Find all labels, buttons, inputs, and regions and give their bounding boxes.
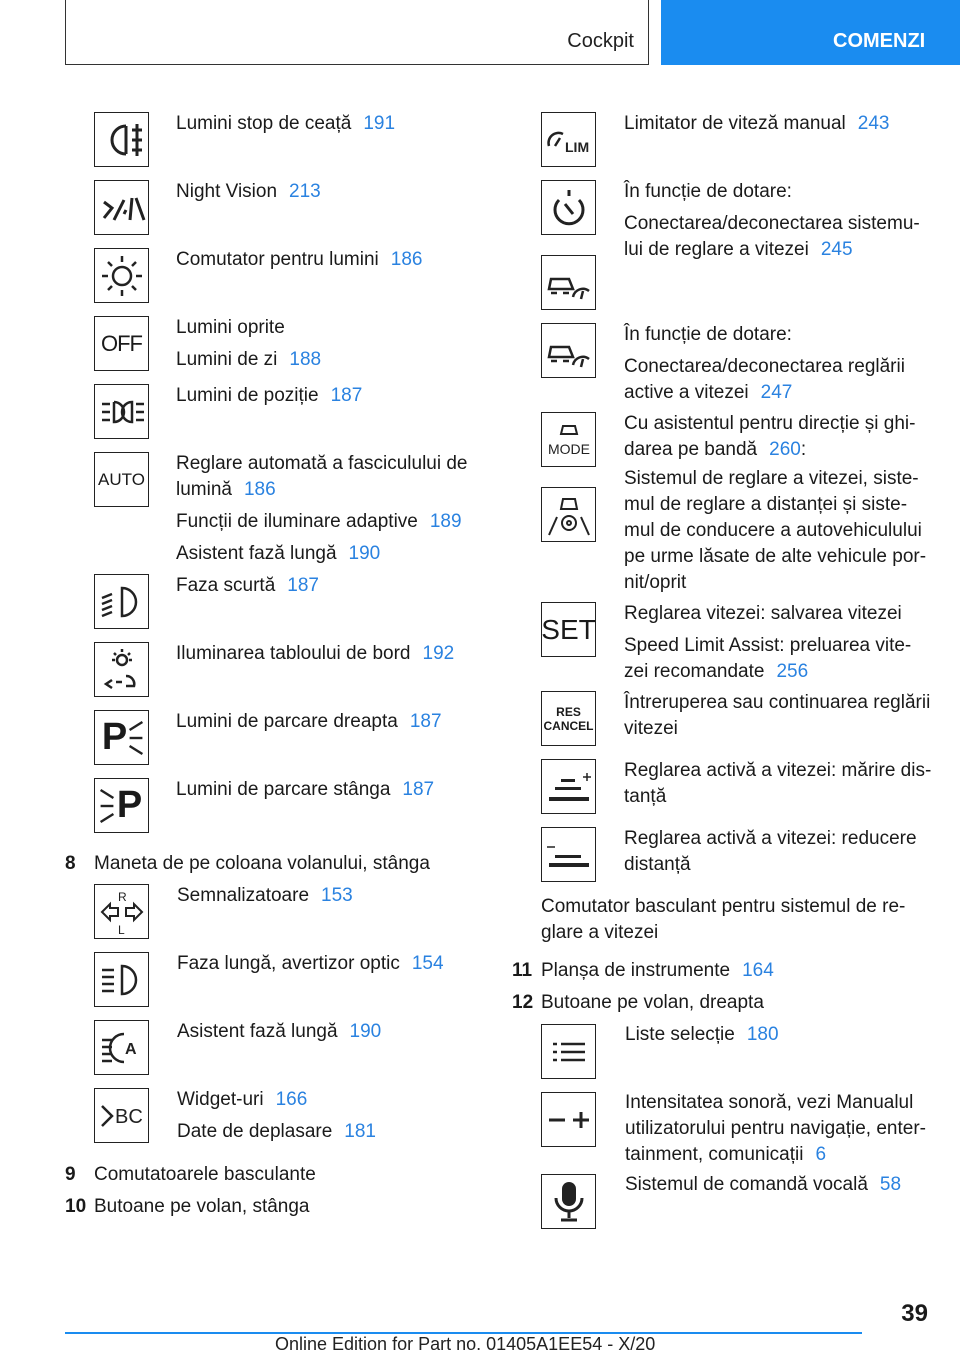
entry-active-cruise: În funcție de dotare: Conectarea/deconectarea reglării active a vitezei 247 bbox=[624, 324, 905, 403]
header-section-title: Cockpit bbox=[567, 30, 634, 52]
page-ref[interactable]: 187 bbox=[287, 575, 319, 596]
light-switch-icon bbox=[94, 248, 149, 303]
entry-set-speed: Reglarea vitezei: salvarea vitezei Speed Limit Assist: preluarea vite- zei recomandate 256 bbox=[624, 603, 912, 682]
entry-cruise-control: În funcție de dotare: Conectarea/deconectarea sistemu- lui de reglare a vitezei 245 bbox=[624, 181, 920, 260]
entry-light-switch: Comutator pentru lumini 186 bbox=[176, 249, 423, 270]
entry-parking-left: Lumini de parcare stânga 187 bbox=[176, 779, 435, 800]
entry-widgets: Widget-uri 166 Date de deplasare 181 bbox=[177, 1089, 376, 1142]
page-ref[interactable]: 153 bbox=[321, 885, 353, 906]
item-9-label: Comutatoarele basculante bbox=[94, 1164, 316, 1185]
header-section-box bbox=[65, 0, 649, 65]
page-ref[interactable]: 58 bbox=[879, 1174, 902, 1195]
svg-text:R: R bbox=[117, 889, 127, 904]
set-icon bbox=[541, 602, 596, 657]
page-ref[interactable]: 243 bbox=[857, 113, 890, 134]
page-ref[interactable]: 245 bbox=[820, 239, 853, 260]
distance-increase-icon bbox=[541, 759, 596, 814]
item-number-8: 8 bbox=[65, 853, 76, 874]
distance-decrease-icon bbox=[541, 827, 596, 882]
item-number-10: 10 bbox=[65, 1196, 87, 1217]
turn-signal-icon bbox=[94, 884, 149, 939]
entry-position-lights: Lumini de poziție 187 bbox=[176, 385, 363, 406]
page-ref[interactable]: 181 bbox=[344, 1121, 376, 1142]
res-label: RES bbox=[556, 704, 581, 719]
rear-fog-light-icon bbox=[94, 112, 149, 167]
entry-parking-right: Lumini de parcare dreapta 187 bbox=[176, 711, 442, 732]
parking-right-letter: P bbox=[101, 716, 128, 758]
lights-off-icon-label: OFF bbox=[101, 330, 142, 356]
entry-speed-limiter: Limitator de viteză manual 243 bbox=[624, 113, 890, 134]
entry-res-cancel: Întreruperea sau continuarea reglării vitezei bbox=[624, 692, 931, 739]
mode-icon bbox=[541, 412, 596, 467]
svg-text:LIM: LIM bbox=[564, 138, 589, 155]
entry-driving-systems: Sistemul de reglare a vitezei, siste- mul de reglare a distanței și siste- mul de conducere a autovehiculului pe urme lăsate de alte vehicule por- nit/oprit bbox=[624, 468, 927, 593]
entry-lights-off: Lumini oprite Lumini de zi 188 bbox=[176, 317, 322, 370]
page-ref[interactable]: 190 bbox=[348, 543, 381, 564]
item-12-label: Butoane pe volan, dreapta bbox=[541, 992, 764, 1013]
active-cruise-icon bbox=[541, 323, 596, 378]
page-ref[interactable]: 187 bbox=[409, 711, 442, 732]
set-icon-label: SET bbox=[541, 613, 596, 645]
auto-headlight-icon bbox=[94, 452, 149, 507]
entry-low-beam: Faza scurtă 187 bbox=[176, 575, 319, 596]
page-ref[interactable]: 191 bbox=[363, 113, 396, 134]
page-ref[interactable]: 190 bbox=[349, 1021, 382, 1042]
page-ref[interactable]: 213 bbox=[289, 181, 321, 202]
cruise-control-icon bbox=[541, 180, 596, 235]
high-beam-assist-icon bbox=[94, 1020, 149, 1075]
item-number-9: 9 bbox=[65, 1164, 76, 1185]
page-ref[interactable]: 180 bbox=[746, 1024, 779, 1045]
page-ref[interactable]: 256 bbox=[776, 661, 809, 682]
night-vision-icon bbox=[94, 180, 149, 235]
high-beam-icon bbox=[94, 952, 149, 1007]
svg-text:MODE: MODE bbox=[547, 440, 590, 457]
entry-rocker-switch: Comutator basculant pentru sistemul de re- glare a vitezei bbox=[541, 896, 906, 943]
parking-right-icon bbox=[94, 710, 149, 765]
parking-left-icon bbox=[94, 778, 149, 833]
auto-headlight-icon-label: AUTO bbox=[98, 469, 145, 489]
page-ref[interactable]: 154 bbox=[411, 953, 444, 974]
page-ref[interactable]: 166 bbox=[275, 1089, 308, 1110]
page-ref[interactable]: 192 bbox=[422, 643, 455, 664]
entry-volume: Intensitatea sonoră, vezi Manualul utilizatorului pentru navigație, enter- tainment, comunicații 6 bbox=[625, 1092, 927, 1165]
low-beam-icon bbox=[94, 574, 149, 629]
header-chapter-title: COMENZI bbox=[833, 30, 926, 52]
page-ref[interactable]: 187 bbox=[402, 779, 435, 800]
item-10-label: Butoane pe volan, stânga bbox=[94, 1196, 310, 1217]
entry-turn-signals: Semnalizatoare 153 bbox=[177, 885, 353, 906]
page-ref[interactable]: 186 bbox=[390, 249, 423, 270]
page-number: 39 bbox=[901, 1300, 928, 1327]
svg-text:A: A bbox=[124, 1040, 137, 1058]
item-11-label: Planșa de instrumente 164 bbox=[541, 960, 774, 981]
instrument-lighting-icon bbox=[94, 642, 149, 697]
header-chapter-box bbox=[661, 0, 960, 65]
page-ref[interactable]: 189 bbox=[429, 511, 462, 532]
entry-instrument-lighting: Iluminarea tabloului de bord 192 bbox=[176, 643, 455, 664]
item-number-11: 11 bbox=[512, 960, 533, 981]
parking-left-letter: P bbox=[116, 784, 143, 826]
driving-assistant-icon bbox=[541, 487, 596, 542]
list-icon bbox=[541, 1024, 596, 1079]
page-ref[interactable]: 260 bbox=[769, 439, 801, 460]
entry-voice-control: Sistemul de comandă vocală 58 bbox=[625, 1174, 902, 1195]
entry-list-selection: Liste selecție 180 bbox=[625, 1024, 779, 1045]
entry-auto-headlights: Reglare automată a fasciculului de lumină 186 Funcții de iluminare adaptive 189 Asistent fază lungă 190 bbox=[176, 453, 468, 564]
page-ref[interactable]: 6 bbox=[815, 1144, 827, 1165]
widgets-bc-icon bbox=[94, 1088, 149, 1143]
footer-edition: Online Edition for Part no. 01405A1EE54 - X/20 bbox=[275, 1334, 656, 1354]
cancel-label: CANCEL bbox=[543, 718, 594, 733]
speed-limiter-icon bbox=[541, 112, 596, 167]
parking-lights-icon bbox=[94, 384, 149, 439]
item-8-label: Maneta de pe coloana volanului, stânga bbox=[94, 853, 430, 874]
entry-night-vision: Night Vision 213 bbox=[176, 181, 321, 202]
res-cancel-icon bbox=[541, 691, 596, 746]
page-ref[interactable]: 187 bbox=[330, 385, 363, 406]
entry-distance-increase: Reglarea activă a vitezei: mărire dis- tanță bbox=[624, 760, 932, 807]
entry-steering-assist: Cu asistentul pentru direcție și ghi- darea pe bandă 260: bbox=[624, 413, 916, 460]
page-ref[interactable]: 164 bbox=[742, 960, 774, 981]
entry-rear-fog: Lumini stop de ceață 191 bbox=[176, 113, 396, 134]
entry-high-beam-assist: Asistent fază lungă 190 bbox=[177, 1021, 382, 1042]
page-ref[interactable]: 247 bbox=[760, 382, 793, 403]
volume-icon bbox=[541, 1092, 596, 1147]
svg-text:L: L bbox=[117, 922, 125, 936]
entry-high-beam: Faza lungă, avertizor optic 154 bbox=[177, 953, 444, 974]
page-ref[interactable]: 188 bbox=[289, 349, 322, 370]
microphone-icon bbox=[541, 1174, 596, 1229]
entry-distance-decrease: Reglarea activă a vitezei: reducere distanță bbox=[624, 828, 917, 875]
page-ref[interactable]: 186 bbox=[243, 479, 276, 500]
svg-text:BC: BC bbox=[114, 1105, 143, 1128]
item-number-12: 12 bbox=[512, 992, 534, 1013]
lights-off-icon bbox=[94, 316, 149, 371]
car-cruise-icon bbox=[541, 255, 596, 310]
